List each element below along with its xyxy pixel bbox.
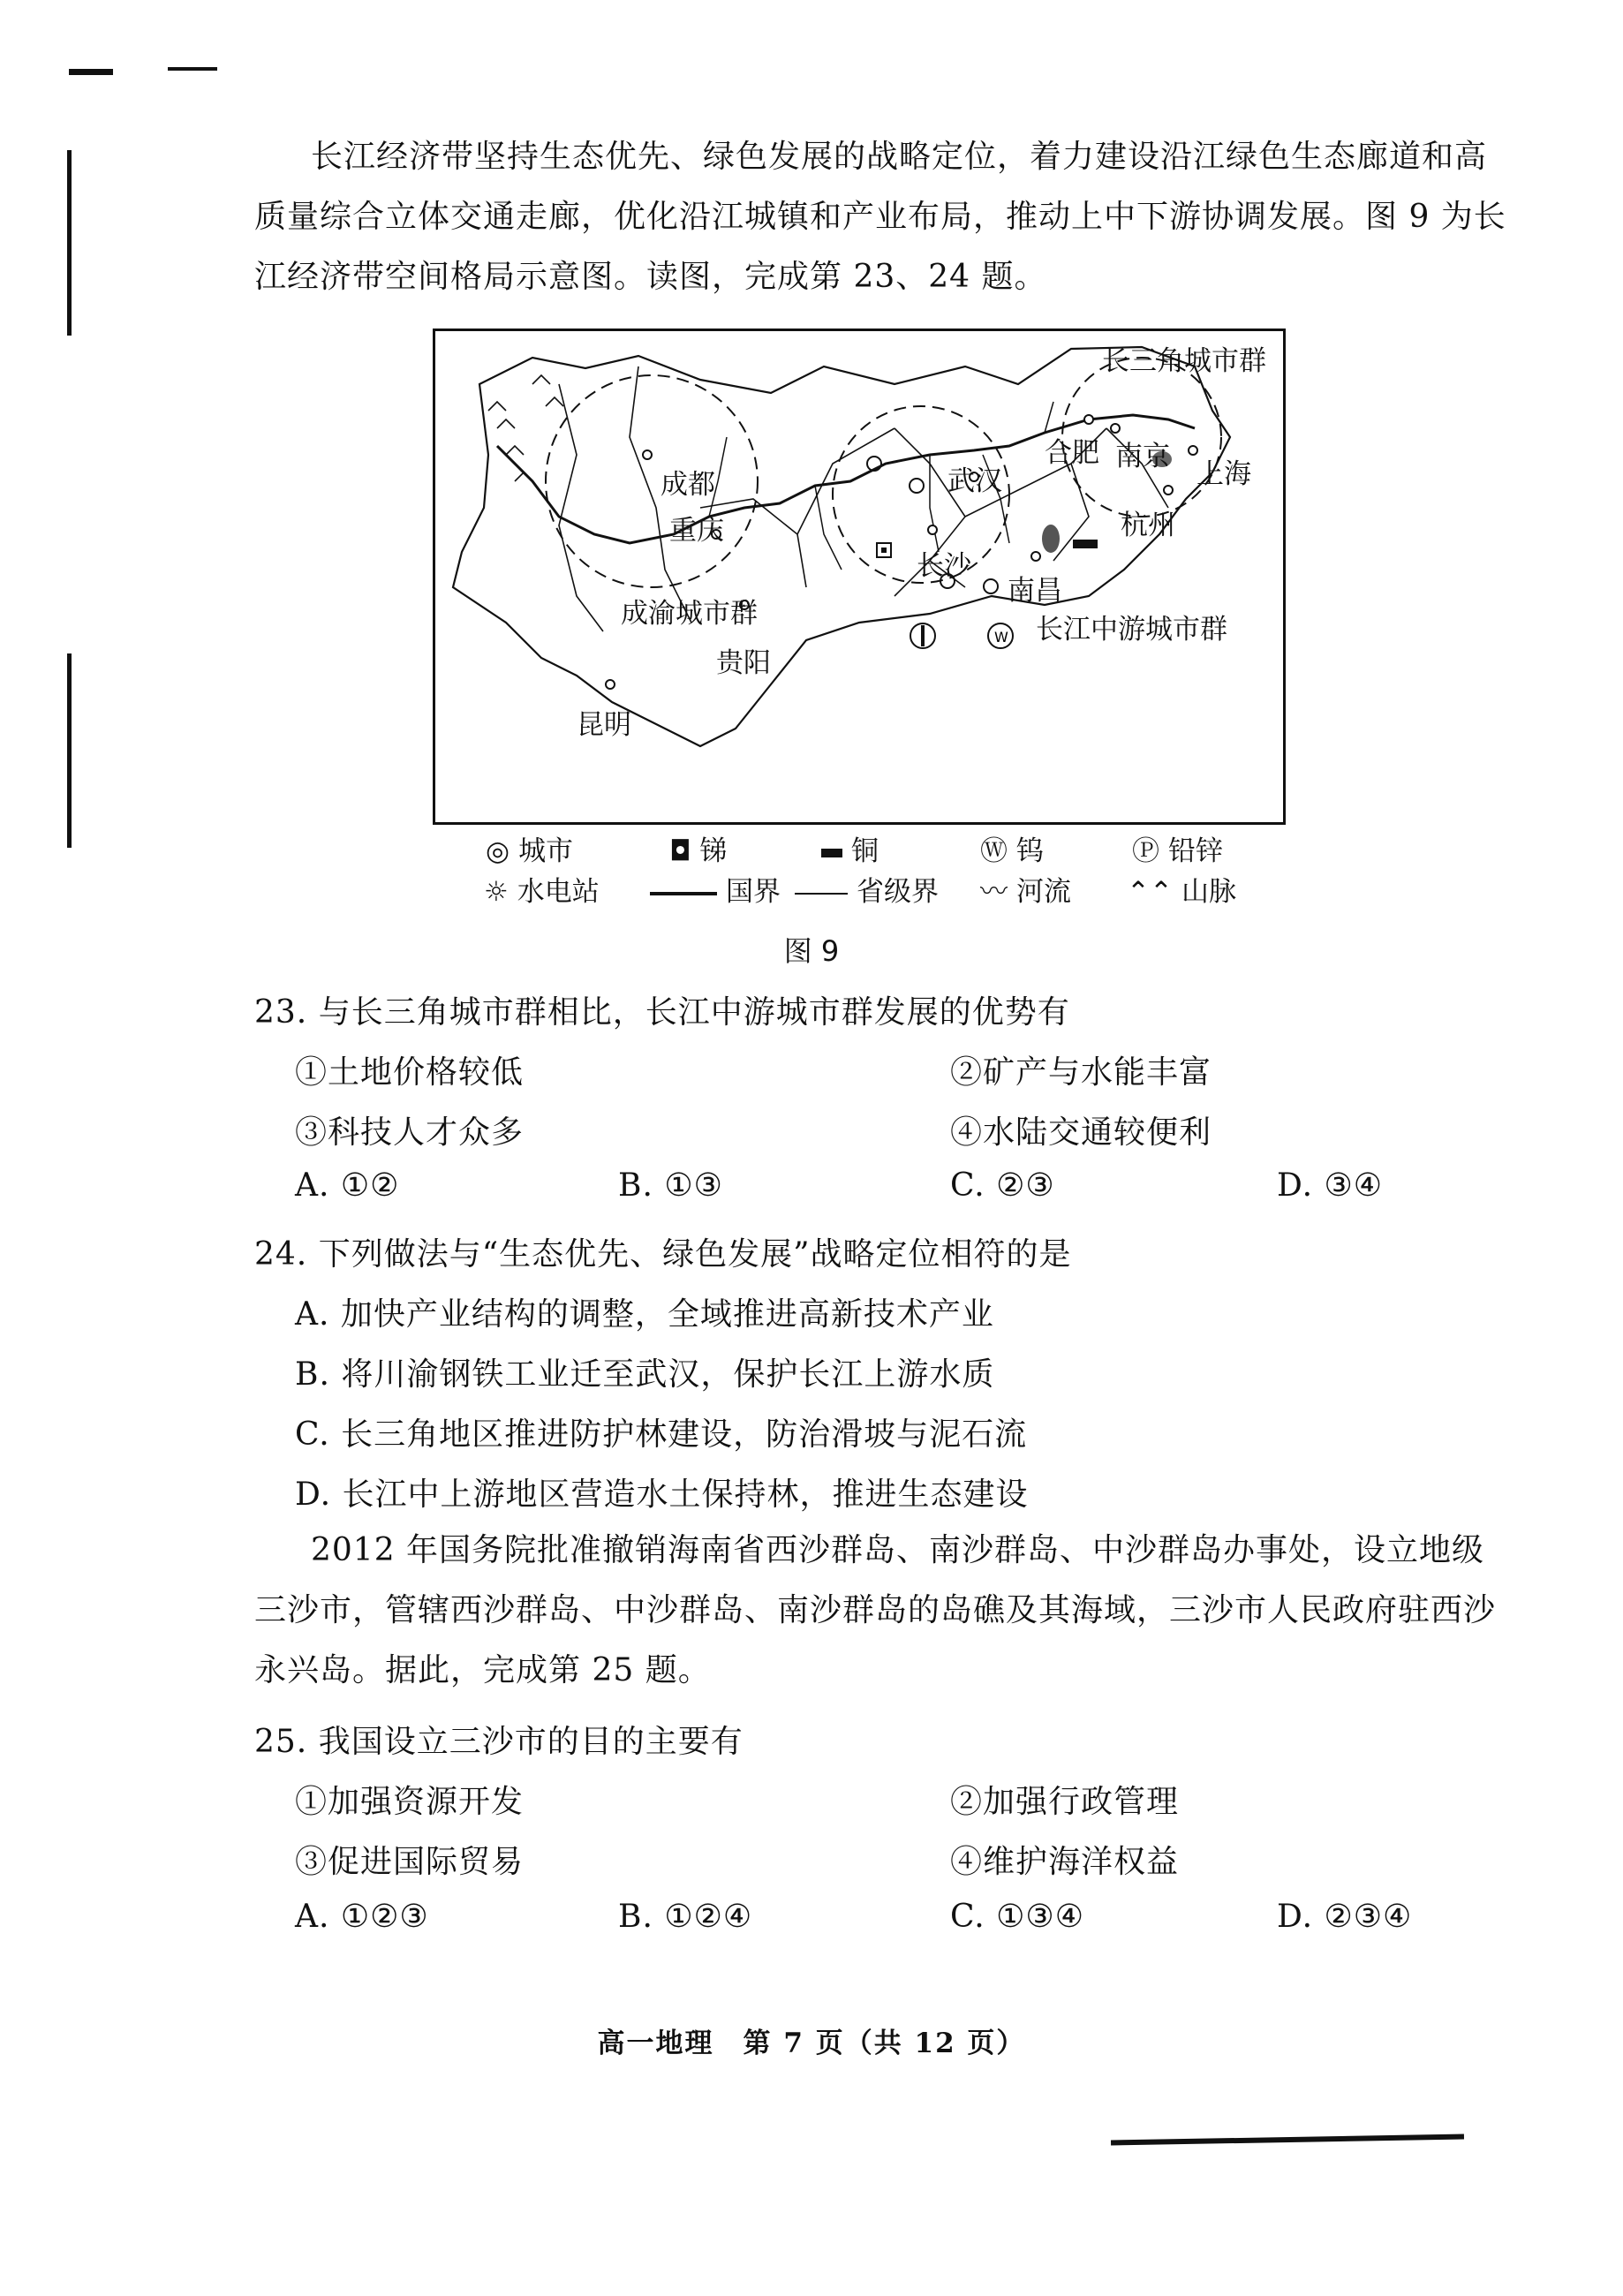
- map-label-middle-group: 长江中游城市群: [1036, 614, 1227, 646]
- page-footer: 高一地理 第 7 页（共 12 页）: [597, 2028, 1026, 2059]
- city-dot-changsha: [928, 525, 937, 534]
- q24-answer-b: B. 将川渝钢铁工业迁至武汉，保护长江上游水质: [295, 1356, 995, 1393]
- q25-option-3: ③促进国际贸易: [295, 1844, 525, 1880]
- q25-answer-c: C. ①③④: [950, 1899, 1084, 1935]
- city-icon: ◎: [486, 835, 510, 867]
- legend-river: 〰 河流: [980, 869, 1071, 909]
- antimony-symbol-inner: [881, 548, 887, 553]
- figure-caption: 图 9: [783, 934, 840, 968]
- scan-mark-left-bar: [67, 150, 72, 336]
- q23-answer-a: A. ①②: [295, 1167, 400, 1204]
- map-label-hangzhou: 杭州: [1121, 510, 1175, 541]
- map-label-guiyang: 贵阳: [716, 647, 771, 679]
- q23-option-1: ①土地价格较低: [295, 1054, 525, 1091]
- q24-stem: 24. 下列做法与“生态优先、绿色发展”战略定位相符的是: [254, 1236, 1072, 1273]
- intro-paragraph-1: 长江经济带坚持生态优先、绿色发展的战略定位，着力建设沿江绿色生态廊道和高质量综合立体交通走廊，优化沿江城镇和产业布局，推动上中下游协调发展。图 9 为长江经济带空间格局示意图。读图，完成第 23、24 题。: [254, 139, 1506, 295]
- map-label-kunming: 昆明: [577, 709, 631, 741]
- chengyu-circle: [546, 375, 758, 587]
- border-line-icon: [650, 892, 717, 895]
- q25-stem: 25. 我国设立三沙市的目的主要有: [254, 1724, 744, 1760]
- map-label-delta-group: 长三角城市群: [1102, 345, 1266, 377]
- region-outline: [453, 347, 1230, 746]
- map-drawing: [435, 331, 1283, 822]
- legend-mountain: ⌃⌃ 山脉: [1127, 876, 1236, 908]
- q25-option-1: ①加强资源开发: [295, 1784, 525, 1820]
- city-dot-nanjing: [1111, 424, 1120, 433]
- intro-paragraph-2: 2012 年国务院批准撤销海南省西沙群岛、南沙群岛、中沙群岛办事处，设立地级三沙市，管辖西沙群岛、中沙群岛、南沙群岛的岛礁及其海域，三沙市人民政府驻西沙永兴岛。据此，完成第 25 题。: [254, 1532, 1497, 1688]
- map-label-wuhan: 武汉: [947, 465, 1002, 497]
- tungsten-symbol-letter: W: [994, 629, 1008, 646]
- leadzinc-icon: Ⓟ: [1132, 835, 1159, 867]
- map-label-shanghai: 上海: [1196, 458, 1251, 490]
- city-dot-hefei: [1084, 415, 1093, 424]
- q25-answer-d: D. ②③④: [1277, 1899, 1413, 1935]
- city-dot-chengdu: [643, 450, 652, 459]
- legend-city: ◎ 城市: [486, 835, 574, 867]
- mountains-west: [488, 375, 563, 481]
- scan-mark-top-left-2: [168, 67, 217, 71]
- q24-answer-d: D. 长江中上游地区营造水土保持林，推进生态建设: [295, 1477, 1029, 1513]
- q23-answer-c: C. ②③: [950, 1167, 1055, 1204]
- lake-poyang: [1042, 525, 1060, 553]
- city-dot-nanchang: [1031, 552, 1040, 561]
- map-label-nanjing: 南京: [1115, 441, 1170, 472]
- map-label-nanchang: 南昌: [1008, 575, 1062, 607]
- tungsten-icon: Ⓦ: [980, 835, 1008, 867]
- legend-hydro: ☼ 水电站: [484, 876, 600, 908]
- q23-option-3: ③科技人才众多: [295, 1114, 525, 1151]
- map-label-hefei: 合肥: [1045, 437, 1099, 469]
- map-label-chengdu: 成都: [661, 469, 715, 501]
- map-label-chengyu-group: 成渝城市群: [621, 598, 758, 630]
- city-dot-kunming: [606, 680, 615, 689]
- q23-answer-d: D. ③④: [1277, 1167, 1384, 1204]
- scan-mark-top-left-1: [69, 69, 113, 75]
- scan-mark-left-bar-2: [67, 653, 72, 848]
- map-label-chongqing: 重庆: [669, 515, 724, 547]
- q25-answer-b: B. ①②④: [618, 1899, 753, 1935]
- q23-option-2: ②矿产与水能丰富: [950, 1054, 1212, 1091]
- legend-tungsten: Ⓦ 钨: [980, 828, 1044, 868]
- yangtze-economic-belt-map: [433, 329, 1286, 825]
- q23-option-4: ④水陆交通较便利: [950, 1114, 1212, 1151]
- leadzinc-symbol-bar: [921, 625, 925, 646]
- q24-answer-c: C. 长三角地区推进防护林建设，防治滑坡与泥石流: [295, 1416, 1028, 1453]
- q23-stem: 23. 与长三角城市群相比，长江中游城市群发展的优势有: [254, 994, 1070, 1031]
- province-line-icon: [795, 893, 848, 895]
- legend-border: 国界: [650, 869, 781, 909]
- q25-option-4: ④维护海洋权益: [950, 1844, 1180, 1880]
- mountain-icon: ⌃⌃: [1127, 876, 1173, 908]
- legend-antimony: ◘ 锑: [669, 835, 728, 867]
- legend-copper: 铜: [821, 828, 879, 868]
- copper-symbol: [1073, 540, 1098, 548]
- antimony-icon: ◘: [669, 835, 691, 867]
- river-icon: 〰: [980, 876, 1008, 908]
- hydro-station-icon: ☼: [484, 876, 509, 908]
- q23-answer-b: B. ①③: [618, 1167, 723, 1204]
- legend-leadzinc: Ⓟ 铅锌: [1132, 828, 1223, 868]
- copper-icon: [821, 849, 842, 857]
- city-dot-hangzhou: [1164, 486, 1173, 495]
- scan-mark-bottom-right: [1111, 2134, 1464, 2146]
- q25-answer-a: A. ①②③: [295, 1899, 429, 1935]
- q25-option-2: ②加强行政管理: [950, 1784, 1180, 1820]
- q24-answer-a: A. 加快产业结构的调整，全域推进高新技术产业: [295, 1296, 994, 1333]
- map-label-changsha: 长沙: [917, 550, 971, 582]
- legend-province: 省级界: [795, 869, 939, 909]
